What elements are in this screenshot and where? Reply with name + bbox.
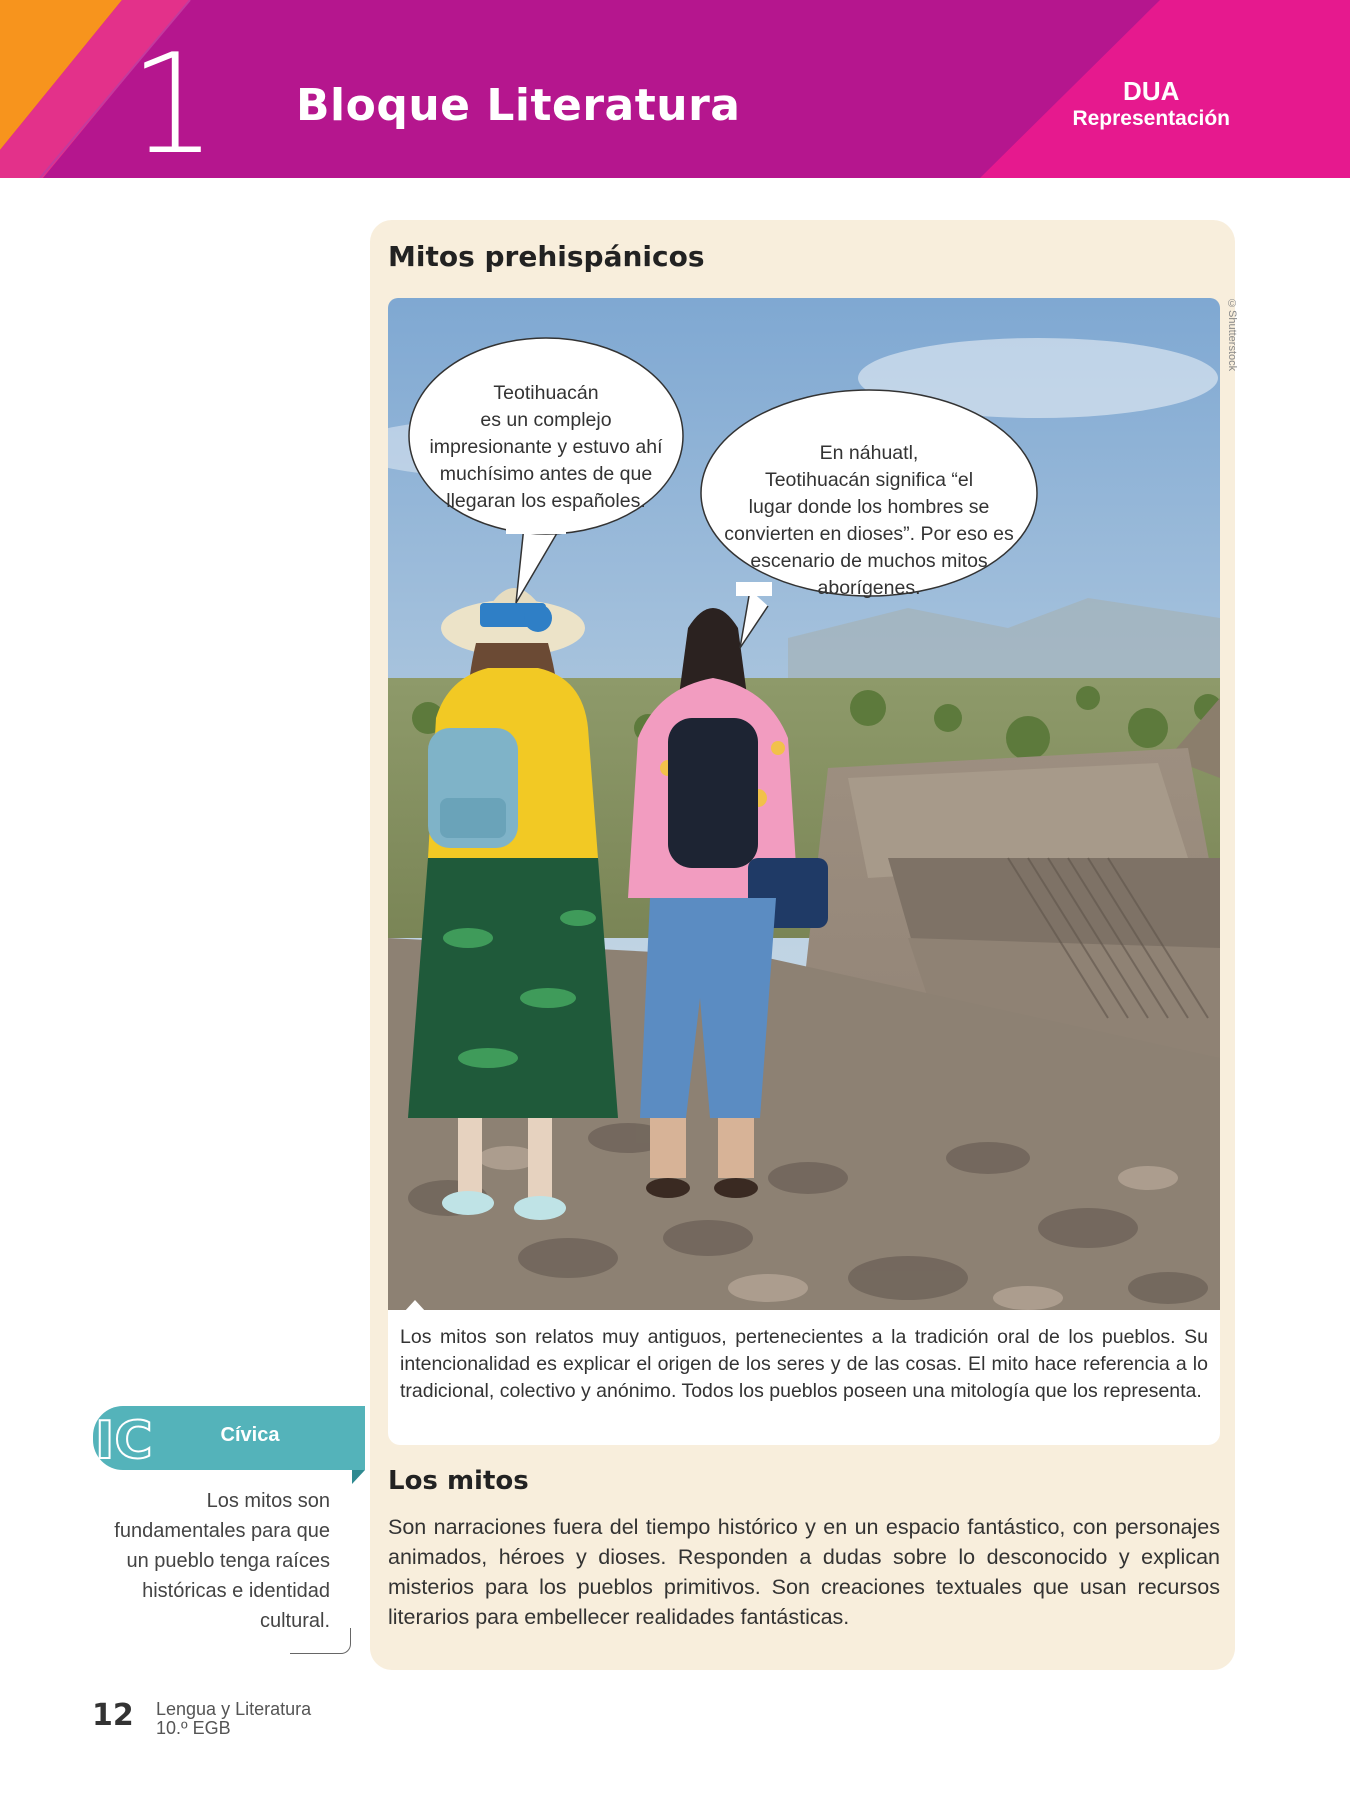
block-number: 1 [129,24,217,178]
bubble-right-line: aborígenes. [817,577,921,599]
footer-grade: 10.º EGB [156,1718,231,1738]
bubble-left-line: muchísimo antes de que [439,463,653,485]
bubble-left-line: Teotihuacán [493,382,599,404]
section-title-mitos-prehispanicos: Mitos prehispánicos [388,240,705,273]
civica-ic-icon [93,1412,163,1464]
footer-subject [156,1700,311,1738]
bubble-left-line: llegaran los españoles. [446,490,646,512]
civica-tab-fold [352,1470,365,1484]
bubble-right-line: Teotihuacán significa “el [764,469,974,491]
header-band [0,0,1350,178]
block-title: Bloque Literatura [296,80,741,131]
svg-text:IC: IC [95,1412,153,1464]
dua-badge [1072,76,1230,132]
bubble-right-line: lugar donde los hombres se [748,496,990,518]
speech-bubble-left [420,380,672,515]
civica-note-border [290,1628,351,1654]
footer-subject-name: Lengua y Literatura [156,1699,312,1719]
bubble-right-line: En náhuatl, [819,442,919,464]
section-title-los-mitos: Los mitos [388,1466,529,1496]
dua-sublabel: Representación [1072,107,1230,130]
speech-bubble-right [712,440,1026,602]
bubble-right-line: escenario de muchos mitos [750,550,988,572]
photo-caption: Los mitos son relatos muy antiguos, pertenecientes a la tradición oral de los pueblos. Su intencionalidad es explicar el origen de los seres y de las cosas. El mito hace referencia a lo tradicional, colectivo y anónimo. Todos los pueblos poseen una mitología que los representa. [400,1326,1208,1402]
civica-label: Cívica [220,1424,280,1446]
bubble-left-line: impresionante y estuvo ahí [429,436,663,458]
dua-label: DUA [1123,76,1180,106]
los-mitos-paragraph: Son narraciones fuera del tiempo histórico y en un espacio fantástico, con personajes animados, héroes y dioses. Responden a dudas sobre lo desconocido y explican misterios para los pueblos primitivos. Son creaciones textuales que usan recursos literarios para embellecer realidades fantásticas. [388,1515,1220,1629]
bubble-left-line: es un complejo [480,409,612,431]
civica-note: Los mitos son fundamentales para que un pueblo tenga raíces históricas e identidad cultural. [114,1490,330,1632]
photo-credit: ©Shutterstock [1226,298,1238,372]
caption-notch [404,1300,426,1312]
page-number: 12 [92,1698,134,1733]
bubble-right-line: convierten en dioses”. Por eso es [724,523,1014,545]
